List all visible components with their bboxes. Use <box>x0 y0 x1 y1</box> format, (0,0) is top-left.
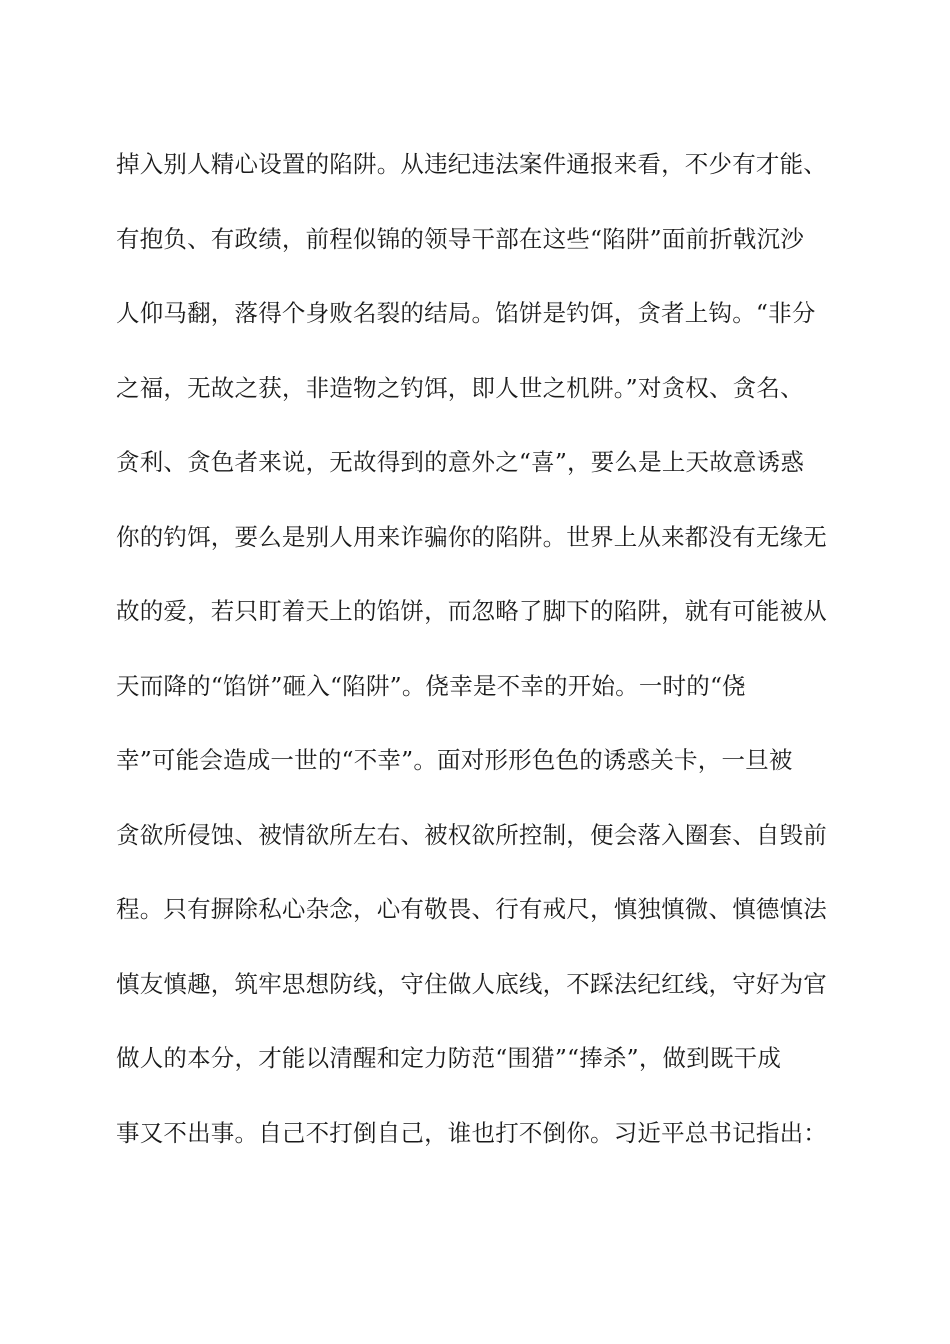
text-line: 人仰马翻，落得个身败名裂的结局。馅饼是钓饵，贪者上钩。“非分 <box>116 299 816 327</box>
body-paragraph <box>116 142 836 1185</box>
text-line: 幸”可能会造成一世的“不幸”。面对形形色色的诱惑关卡，一旦被 <box>116 746 793 774</box>
text-line: 掉入别人精心设置的陷阱。从违纪违法案件通报来看，不少有才能、 <box>116 150 827 178</box>
text-line: 故的爱，若只盯着天上的馅饼，而忽略了脚下的陷阱，就有可能被从 <box>116 597 827 625</box>
text-line: 事又不出事。自己不打倒自己，谁也打不倒你。习近平总书记指出： <box>116 1118 827 1147</box>
text-line: 贪欲所侵蚀、被情欲所左右、被权欲所控制，便会落入圈套、自毁前 <box>116 820 827 849</box>
text-line: 你的钓饵，要么是别人用来诈骗你的陷阱。世界上从来都没有无缘无 <box>116 522 827 551</box>
text-line: 之福，无故之获，非造物之钓饵，即人世之机阱。”对贪权、贪名、 <box>116 373 804 402</box>
text-line: 天而降的“馅饼”砸入“陷阱”。侥幸是不幸的开始。一时的“侥 <box>116 671 746 700</box>
text-line: 程。只有摒除私心杂念，心有敬畏、行有戒尺，慎独慎微、慎德慎法 <box>116 895 827 923</box>
text-line: 慎友慎趣，筑牢思想防线，守住做人底线，不踩法纪红线，守好为官 <box>116 969 827 998</box>
text-line: 贪利、贪色者来说，无故得到的意外之“喜”，要么是上天故意诱惑 <box>116 448 805 476</box>
text-line: 有抱负、有政绩，前程似锦的领导干部在这些“陷阱”面前折戟沉沙 <box>116 224 805 253</box>
text-line: 做人的本分，才能以清醒和定力防范“围猎”“捧杀”，做到既干成 <box>116 1044 782 1072</box>
